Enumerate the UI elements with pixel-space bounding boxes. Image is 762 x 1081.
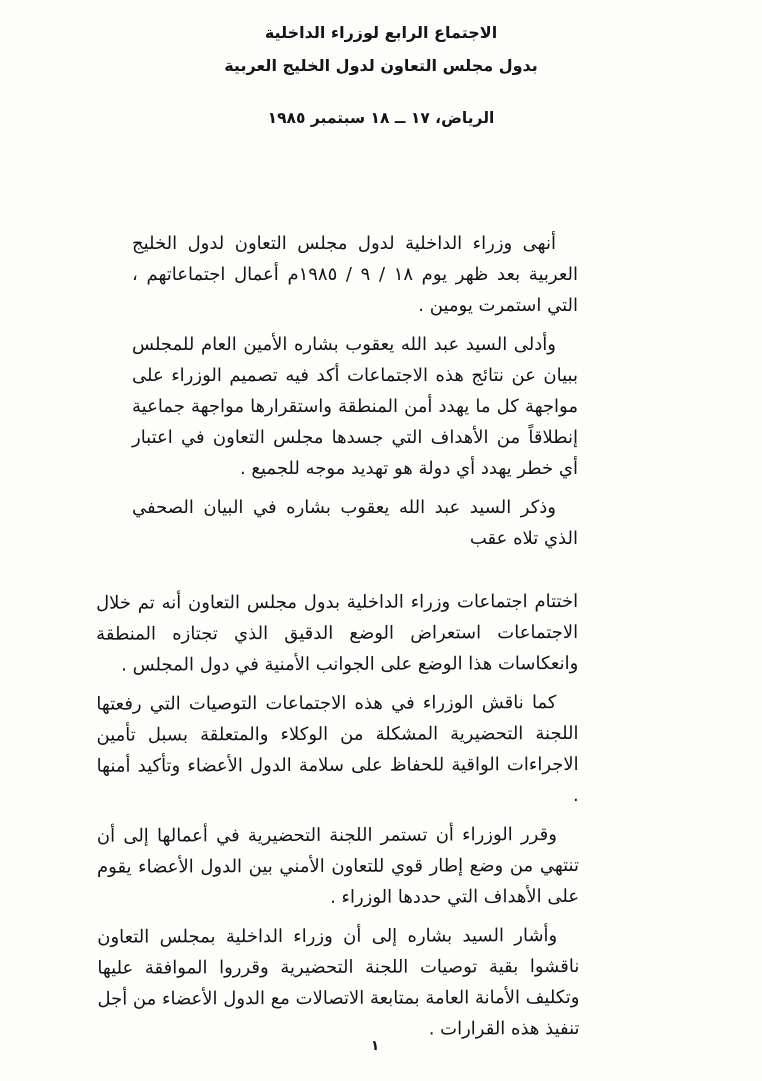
- document-header: [0, 16, 762, 127]
- paragraph-approval-decisions: وأشار السيد بشاره إلى أن وزراء الداخلية بمجلس التعاون ناقشوا بقية توصيات اللجنة التحضيرية وقرروا الموافقة عليها وتكليف الأمانة العامة بمتابعة الاتصالات مع الدول الأعضاء من أجل تنفيذ هذه القرارات .: [97, 925, 580, 1040]
- document-date-line: الرياض، ١٧ ــ ١٨ سبتمبر ١٩٨٥: [267, 109, 495, 127]
- continuation-block: [96, 586, 580, 1046]
- page-number: ١: [370, 1038, 380, 1054]
- paragraph-secretary-statement: وأدلى السيد عبد الله يعقوب بشاره الأمين العام للمجلس ببيان عن نتائج هذه الاجتماعات أكد فيه تصميم الوزراء على مواجهة كل ما يهدد أمن المنطقة واستقرارها مواجهة جماعية إنطلاقاً من الأهداف التي جسدها مجلس التعاون في اعتبار أي خطر يهدد أي دولة هو تهديد موجه للجميع .: [132, 334, 578, 479]
- document-body: [96, 228, 578, 1052]
- paragraph-committee-continues: وقرر الوزراء أن تستمر اللجنة التحضيرية في أعمالها إلى أن تنتهي من وضع إطار قوي للتعاون الأمني بين الدول الأعضاء يقوم على الأهداف التي حددها الوزراء .: [96, 824, 580, 908]
- document-title-line1: الاجتماع الرابع لوزراء الداخلية: [264, 23, 498, 42]
- document-title-line2: بدول مجلس التعاون لدول الخليج العربية: [224, 56, 538, 75]
- paragraph-situation-review: اختتام اجتماعات وزراء الداخلية بدول مجلس التعاون أنه تم خلال الاجتماعات استعراض الوضع الدقيق الذي تجتازه المنطقة وانعكاسات هذا الوضع على الجوانب الأمنية في دول المجلس .: [96, 591, 579, 676]
- paragraph-press-statement-lead: وذكر السيد عبد الله يعقوب بشاره في البيان الصحفي الذي تلاه عقب: [132, 497, 578, 549]
- paragraph-recommendations-discussed: كما ناقش الوزراء في هذه الاجتماعات التوصيات التي رفعتها اللجنة التحضيرية المشكلة من الوكلاء والمتعلقة بسبل تأمين الاجراءات الواقية للحفاظ على سلامة الدول الأعضاء وتأكيد أمنها .: [96, 692, 579, 807]
- paragraph-meetings-concluded: أنهى وزراء الداخلية لدول مجلس التعاون لدول الخليج العربية بعد ظهر يوم ١٨ / ٩ / ١٩٨٥م أعمال اجتماعاتهم ، التي استمرت يومين .: [132, 233, 578, 316]
